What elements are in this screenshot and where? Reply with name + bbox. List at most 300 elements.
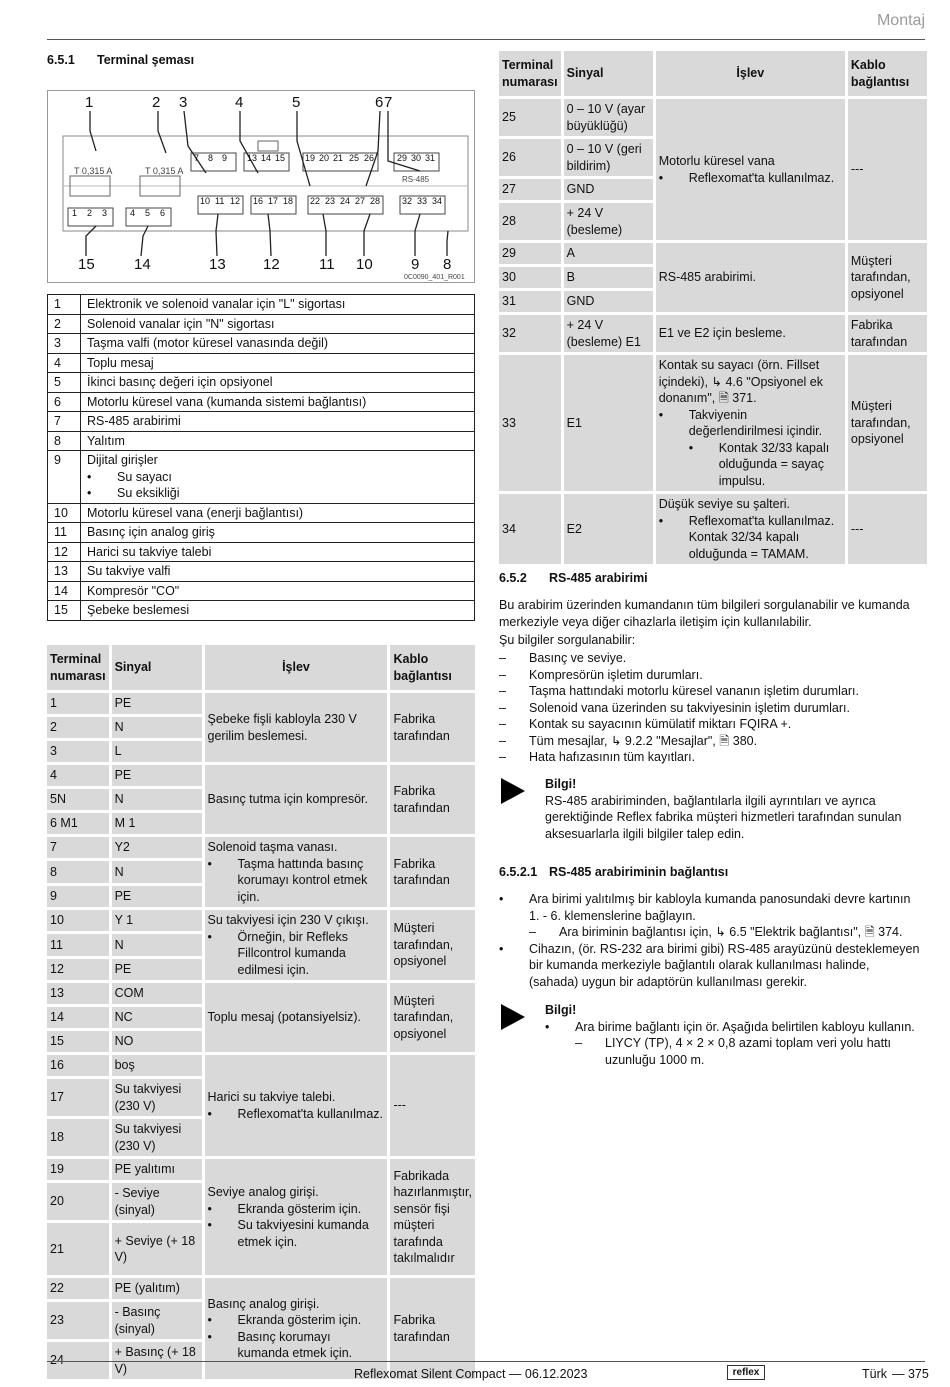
info-triangle-icon [501, 778, 525, 804]
function-bullet: • Ekranda gösterim için. [207, 1313, 362, 1327]
function-bullet: • Su takviyesini kumanda etmek için. [208, 1217, 385, 1250]
term-30: 30 [411, 153, 422, 163]
legend-number: 1 [48, 295, 81, 315]
bullet-text: Ekranda gösterim için. [237, 1201, 362, 1216]
terminal-cell: 26 [499, 139, 561, 176]
function-text: Motorlu küresel vana [658, 154, 775, 168]
function-cell [656, 355, 845, 491]
legend-text-cell [81, 581, 475, 601]
signal-cell: - Basınç (sinyal) [112, 1302, 202, 1339]
diagram-label-4: 4 [235, 94, 244, 111]
legend-text-cell [81, 412, 475, 432]
diagram-label-8: 8 [443, 256, 452, 273]
cable-cell: Fabrikada hazırlanmıştır, sensör fişi müşteri tarafında takılmalıdır [390, 1159, 475, 1275]
signal-cell: Su takviyesi (230 V) [112, 1079, 202, 1116]
legend-row [48, 503, 475, 523]
terminal-cell: 34 [499, 494, 561, 564]
terminal-cell: 7 [47, 837, 109, 858]
header-rule [47, 39, 925, 40]
bullet-text: Örneğin, bir Refleks Fillcontrol kumanda edilmesi için. [237, 929, 348, 977]
signal-cell: N [112, 789, 202, 810]
legend-number: 9 [48, 451, 81, 504]
header-terminal: Terminal numarası [47, 645, 109, 690]
legend-text-cell [81, 314, 475, 334]
legend-number: 14 [48, 581, 81, 601]
function-bullet: • Takviyenin değerlendirilmesi içindir. [659, 407, 842, 440]
signal-cell: 0 – 10 V (geri bildirim) [564, 139, 653, 176]
legend-text: İkinci basınç değeri için opsiyonel [87, 375, 273, 389]
terminal-cell: 31 [499, 291, 561, 312]
list-item: – Kontak su sayacının kümülatif miktarı FQIRA +. [499, 717, 792, 731]
table-row [47, 983, 475, 1004]
term-14: 14 [261, 153, 272, 163]
signal-cell: PE yalıtımı [112, 1159, 202, 1180]
header-signal: Sinyal [112, 645, 202, 690]
function-cell [205, 693, 388, 762]
section-6521-bullets [499, 891, 921, 990]
legend-number: 2 [48, 314, 81, 334]
diagram-label-15: 15 [78, 256, 95, 273]
legend-table [47, 294, 475, 621]
term-4: 4 [130, 208, 136, 218]
legend-text: Solenoid vanalar için "N" sigortası [87, 316, 275, 331]
sub-bullet-text: Kontak 32/33 kapalı olduğunda = sayaç impulsu. [718, 440, 830, 488]
legend-text-cell [81, 431, 475, 451]
terminal-cell: 10 [47, 910, 109, 931]
cable-cell: --- [848, 494, 927, 564]
table-row [47, 1159, 475, 1180]
signal-cell: PE (yalıtım) [112, 1278, 202, 1299]
section-652-intro: Bu arabirim üzerinden kumandanın tüm bilgileri sorgulanabilir ve kumanda merkeziyle veya diğer cihazlarla iletişim için kullanılabilir. [499, 598, 910, 629]
term-32: 32 [402, 196, 413, 206]
cable-cell: Fabrika tarafından [390, 1278, 475, 1379]
signal-cell: + 24 V (besleme) E1 [564, 315, 653, 352]
legend-text: Yalıtım [87, 433, 125, 448]
info-bullet-text: Ara birime bağlantı için ör. Aşağıda belirtilen kabloyu kullanın. [575, 1019, 915, 1034]
term-15: 15 [275, 153, 286, 163]
function-cell [205, 983, 388, 1052]
section-title: RS-485 arabirimi [549, 571, 648, 585]
bullet-text: Ekranda gösterim için. [237, 1313, 362, 1327]
signal-cell: COM [112, 983, 202, 1004]
list-item-text: Taşma hattındaki motorlu küresel vananın işletim durumları. [529, 684, 860, 698]
section-652-heading [499, 570, 648, 587]
terminal-cell: 33 [499, 355, 561, 491]
terminal-cell: 30 [499, 267, 561, 288]
footer-doc: Reflexomat Silent Compact — 06.12.2023 [354, 1367, 588, 1381]
diagram-label-12: 12 [263, 256, 280, 273]
terminal-cell: 3 [47, 741, 109, 762]
info-triangle-icon [501, 1004, 525, 1030]
list-item: • Ara birimi yalıtılmış bir kabloyla kumanda panosundaki devre kartının 1. - 6. klemenslerine bağlayın. [499, 891, 921, 924]
terminal-cell: 13 [47, 983, 109, 1004]
function-text: Basınç analog girişi. [207, 1296, 320, 1311]
cable-cell: Fabrika tarafından [390, 693, 475, 762]
term-7: 7 [194, 153, 200, 163]
legend-row [48, 601, 475, 621]
header-function: İşlev [656, 51, 845, 96]
legend-text-cell [81, 503, 475, 523]
term-31: 31 [425, 153, 436, 163]
info-sub-bullet-text: LIYCY (TP), 4 × 2 × 0,8 azami toplam veri yolu hattı uzunluğu 1000 m. [605, 1036, 892, 1067]
legend-text: Basınç için analog giriş [87, 525, 215, 539]
signal-cell: boş [112, 1055, 202, 1076]
signal-cell: N [112, 861, 202, 882]
term-12: 12 [230, 196, 241, 206]
list-item: – Taşma hattındaki motorlu küresel vananın işletim durumları. [499, 684, 860, 698]
terminal-cell: 6 M1 [47, 813, 109, 834]
list-item-text: Basınç ve seviye. [529, 651, 627, 665]
signal-cell: - Seviye (sinyal) [112, 1183, 202, 1220]
cable-cell: Fabrika tarafından [390, 837, 475, 907]
legend-row [48, 314, 475, 334]
signal-cell: Y2 [112, 837, 202, 858]
legend-row [48, 431, 475, 451]
terminal-cell: 21 [47, 1223, 109, 1275]
list-item: – Tüm mesajlar, ↳ 9.2.2 "Mesajlar", 🗎 380. [499, 733, 758, 748]
cable-cell: Müşteri tarafından, opsiyonel [848, 355, 927, 491]
signal-cell: N [112, 934, 202, 955]
legend-text: Su takviye valfi [87, 564, 171, 578]
legend-number: 12 [48, 542, 81, 562]
header-cable: Kablo bağlantısı [390, 645, 475, 690]
info-box-1 [501, 776, 921, 842]
diagram-code: 0C0090_401_R001 [404, 274, 465, 281]
term-24: 24 [340, 196, 351, 206]
term-6: 6 [160, 208, 166, 218]
function-cell [205, 765, 388, 834]
legend-number: 3 [48, 334, 81, 354]
reflex-logo: reflex [727, 1365, 765, 1380]
list-item-text: Hata hafızasının tüm kayıtları. [529, 750, 696, 764]
cable-cell: Müşteri tarafından, opsiyonel [390, 910, 475, 980]
terminal-cell: 12 [47, 959, 109, 980]
legend-text-cell [81, 562, 475, 582]
terminal-cell: 4 [47, 765, 109, 786]
diagram-label-14: 14 [134, 256, 151, 273]
table-row [499, 494, 927, 564]
bullet-text: Reflexomat'ta kullanılmaz. [688, 170, 835, 185]
list-item-text: Tüm mesajlar, ↳ 9.2.2 "Mesajlar", 🗎 380. [529, 733, 758, 748]
list-item-text: Solenoid vana üzerinden su takviyesinin işletim durumları. [529, 700, 850, 715]
info-title: Bilgi! [545, 1003, 577, 1017]
cable-cell: Fabrika tarafından [390, 765, 475, 834]
cable-cell: Müşteri tarafından, opsiyonel [848, 243, 927, 312]
signal-cell: L [112, 741, 202, 762]
signal-cell: 0 – 10 V (ayar büyüklüğü) [564, 99, 653, 136]
signal-cell: PE [112, 959, 202, 980]
terminal-cell: 19 [47, 1159, 109, 1180]
table-row [47, 1278, 475, 1299]
diagram-label-6: 6 [375, 94, 384, 111]
term-10: 10 [200, 196, 211, 206]
signal-cell: E1 [564, 355, 653, 491]
terminal-cell: 23 [47, 1302, 109, 1339]
fuse-label-l: T 0,315 A [74, 166, 113, 176]
legend-text-cell [81, 523, 475, 543]
footer-page: — 375 [892, 1367, 929, 1381]
legend-number: 10 [48, 503, 81, 523]
signal-cell: PE [112, 886, 202, 907]
term-28: 28 [370, 196, 381, 206]
terminal-cell: 2 [47, 717, 109, 738]
legend-text-cell [81, 451, 475, 504]
terminal-cell: 11 [47, 934, 109, 955]
function-bullet: • Taşma hattında basınç korumayı kontrol etmek için. [208, 856, 385, 906]
legend-text-cell [81, 542, 475, 562]
legend-bullet-text: Su eksikliği [117, 486, 180, 500]
table-row [499, 315, 927, 352]
legend-text-cell [81, 601, 475, 621]
signal-cell: NC [112, 1007, 202, 1028]
diagram-label-1: 1 [85, 94, 94, 111]
signal-cell: GND [564, 179, 653, 200]
signal-cell: NO [112, 1031, 202, 1052]
term-5: 5 [145, 208, 151, 218]
legend-row [48, 412, 475, 432]
legend-row [48, 392, 475, 412]
terminal-cell: 28 [499, 203, 561, 240]
terminal-cell: 25 [499, 99, 561, 136]
diagram-label-3: 3 [179, 94, 188, 111]
signal-cell: A [564, 243, 653, 264]
table-row [47, 1055, 475, 1076]
list-item-text: Kontak su sayacının kümülatif miktarı FQIRA +. [529, 717, 792, 731]
signal-cell: E2 [564, 494, 653, 564]
function-cell [205, 1159, 388, 1275]
legend-text: Harici su takviye talebi [87, 544, 212, 559]
function-text: Seviye analog girişi. [207, 1185, 319, 1199]
function-cell [656, 99, 845, 240]
legend-text: Dijital girişler [87, 453, 158, 467]
terminal-cell: 16 [47, 1055, 109, 1076]
function-bullet: • Reflexomat'ta kullanılmaz. [658, 170, 835, 185]
section-652-intro2: Şu bilgiler sorgulanabilir: [499, 633, 636, 647]
legend-number: 15 [48, 601, 81, 621]
list-sub-item-text: Ara biriminin bağlantısı için, ↳ 6.5 "Elektrik bağlantısı", 🗎 374. [559, 925, 903, 939]
term-1: 1 [72, 208, 78, 218]
fuse-label-n: T 0,315 A [145, 166, 184, 176]
terminal-table-right [496, 48, 930, 567]
list-item: – Hata hafızasının tüm kayıtları. [499, 750, 696, 764]
function-text: Solenoid taşma vanası. [207, 840, 338, 854]
legend-text-cell [81, 334, 475, 354]
terminal-cell: 9 [47, 886, 109, 907]
terminal-cell: 5N [47, 789, 109, 810]
footer-rule [47, 1361, 925, 1362]
info-title: Bilgi! [545, 777, 577, 791]
signal-cell: + Seviye (+ 18 V) [112, 1223, 202, 1275]
function-bullet: • Basınç korumayı kumanda etmek için. [208, 1329, 385, 1362]
info-box-2 [501, 1002, 921, 1068]
terminal-cell: 27 [499, 179, 561, 200]
signal-cell: B [564, 267, 653, 288]
function-text: Şebeke fişli kabloyla 230 V gerilim beslemesi. [207, 712, 357, 743]
legend-text-cell [81, 373, 475, 393]
legend-bullet-text: Su sayacı [117, 469, 172, 484]
legend-text: Şebeke beslemesi [87, 603, 190, 617]
terminal-cell: 29 [499, 243, 561, 264]
term-23: 23 [325, 196, 336, 206]
diagram-label-7: 7 [384, 94, 393, 111]
info-text: RS-485 arabiriminden, bağlantılarla ilgili ayrıntıları ve ayrıca gerektiğinde Reflex fabrika müşteri hizmetleri tarafından sunulan aksesuarlarla ilgili bilgiler talep edin. [545, 793, 902, 841]
function-bullet: • Örneğin, bir Refleks Fillcontrol kumanda edilmesi için. [208, 929, 385, 979]
section-title: RS-485 arabiriminin bağlantısı [549, 865, 729, 879]
legend-number: 11 [48, 523, 81, 543]
cable-cell: --- [848, 99, 927, 240]
cable-cell: Müşteri tarafından, opsiyonel [390, 983, 475, 1052]
header-function: İşlev [205, 645, 388, 690]
function-bullet: • Ekranda gösterim için. [207, 1201, 362, 1216]
terminal-diagram [47, 90, 475, 283]
diagram-label-5: 5 [292, 94, 301, 111]
legend-text: RS-485 arabirimi [87, 414, 181, 428]
term-9: 9 [222, 153, 228, 163]
signal-cell: + Basınç (+ 18 V) [112, 1342, 202, 1379]
legend-row [48, 295, 475, 315]
legend-number: 6 [48, 392, 81, 412]
diagram-label-9: 9 [411, 256, 420, 273]
function-sub-bullet: • Kontak 32/33 kapalı olduğunda = sayaç impulsu. [659, 440, 842, 490]
cable-cell: Fabrika tarafından [848, 315, 927, 352]
table-row [47, 910, 475, 931]
legend-text: Kompresör "CO" [87, 583, 180, 598]
function-cell [656, 494, 845, 564]
section-number: 6.5.2.1 [499, 865, 538, 879]
term-18: 18 [283, 196, 294, 206]
info-sub-bullet: – LIYCY (TP), 4 × 2 × 0,8 azami toplam veri yolu hattı uzunluğu 1000 m. [545, 1035, 921, 1068]
function-text: Kontak su sayacı (örn. Fillset içindeki), ↳ 4.6 "Opsiyonel ek donanım", 🗎 371. [658, 358, 823, 405]
bullet-text: Basınç korumayı kumanda etmek için. [237, 1329, 353, 1360]
terminal-cell: 20 [47, 1183, 109, 1220]
signal-cell: GND [564, 291, 653, 312]
legend-row [48, 523, 475, 543]
term-19: 19 [305, 153, 316, 163]
function-cell [205, 910, 388, 980]
legend-number: 13 [48, 562, 81, 582]
function-bullet: • Reflexomat'ta kullanılmaz. [207, 1106, 384, 1121]
list-item: – Basınç ve seviye. [499, 651, 627, 665]
term-34: 34 [432, 196, 443, 206]
term-22: 22 [310, 196, 321, 206]
signal-cell: PE [112, 765, 202, 786]
legend-number: 8 [48, 431, 81, 451]
info-bullet: • Ara birime bağlantı için ör. Aşağıda belirtilen kabloyu kullanın. [545, 1019, 915, 1034]
function-text: Basınç tutma için kompresör. [207, 792, 368, 807]
term-21: 21 [333, 153, 344, 163]
term-3: 3 [102, 208, 108, 218]
diagram-label-11: 11 [319, 256, 335, 273]
terminal-cell: 17 [47, 1079, 109, 1116]
bullet-text: Reflexomat'ta kullanılmaz. [237, 1106, 384, 1121]
function-bullet: • Reflexomat'ta kullanılmaz. Kontak 32/34 kapalı olduğunda = TAMAM. [658, 513, 835, 561]
header-title: Montaj [876, 12, 925, 29]
function-text: Su takviyesi için 230 V çıkışı. [207, 913, 369, 927]
legend-text: Toplu mesaj [87, 355, 154, 370]
legend-bullet: • Su eksikliği [87, 486, 180, 500]
legend-row [48, 542, 475, 562]
term-25: 25 [349, 153, 360, 163]
legend-row [48, 373, 475, 393]
term-20: 20 [319, 153, 330, 163]
legend-row [48, 562, 475, 582]
list-item: • Cihazın, (ör. RS-232 ara birimi gibi) RS-485 arayüzünü desteklemeyen bir kumanda merkeziyle bağlantılı olarak kullanılması halinde, (sahada) uygun bir adaptörün kullanılması gerekir. [499, 941, 920, 989]
terminal-cell: 24 [47, 1342, 109, 1379]
terminal-cell: 14 [47, 1007, 109, 1028]
list-item: – Solenoid vana üzerinden su takviyesinin işletim durumları. [499, 700, 850, 715]
terminal-cell: 32 [499, 315, 561, 352]
table-row [499, 99, 927, 136]
section-652-list [499, 650, 919, 766]
legend-row [48, 581, 475, 601]
footer-lang: Türk [862, 1367, 887, 1381]
table-row [499, 355, 927, 491]
list-item-text: Cihazın, (ör. RS-232 ara birimi gibi) RS-485 arayüzünü desteklemeyen bir kumanda merkeziyle bağlantılı olarak kullanılması halinde, (sahada) uygun bir adaptörün kullanılması gerekir. [529, 941, 920, 989]
legend-text-cell [81, 392, 475, 412]
diagram-label-2: 2 [152, 94, 161, 111]
function-cell [205, 837, 388, 907]
terminal-cell: 18 [47, 1119, 109, 1156]
diagram-label-10: 10 [356, 256, 373, 273]
function-text: Harici su takviye talebi. [207, 1090, 336, 1104]
list-item: – Kompresörün işletim durumları. [499, 667, 703, 682]
bullet-text: Taşma hattında basınç korumayı kontrol etmek için. [237, 856, 368, 904]
list-item-text: Kompresörün işletim durumları. [529, 667, 703, 682]
terminal-cell: 22 [47, 1278, 109, 1299]
legend-text: Taşma valfi (motor küresel vanasında değil) [87, 336, 329, 350]
list-sub-item: – Ara biriminin bağlantısı için, ↳ 6.5 "Elektrik bağlantısı", 🗎 374. [529, 925, 903, 939]
terminal-cell: 1 [47, 693, 109, 714]
bullet-text: Reflexomat'ta kullanılmaz. [688, 513, 835, 528]
function-cell: RS-485 arabirimi. [656, 243, 845, 312]
legend-row [48, 334, 475, 354]
section-651-heading [47, 52, 194, 69]
legend-text: Elektronik ve solenoid vanalar için "L" sigortası [87, 297, 346, 311]
section-number: 6.5.1 [47, 53, 75, 67]
function-cell: E1 ve E2 için besleme. [656, 315, 845, 352]
function-text: Düşük seviye su şalteri. [658, 497, 791, 511]
term-26: 26 [364, 153, 375, 163]
signal-cell: M 1 [112, 813, 202, 834]
term-2: 2 [87, 208, 93, 218]
term-8: 8 [208, 153, 214, 163]
table-row [47, 837, 475, 858]
cable-cell: --- [390, 1055, 475, 1156]
section-title: Terminal şeması [97, 53, 195, 67]
diagram-label-13: 13 [209, 256, 226, 273]
signal-cell: + 24 V (besleme) [564, 203, 653, 240]
term-27: 27 [355, 196, 366, 206]
bullet-text: Takviyenin değerlendirilmesi içindir. [688, 407, 823, 438]
signal-cell: N [112, 717, 202, 738]
list-item-text: Ara birimi yalıtılmış bir kabloyla kumanda panosundaki devre kartının 1. - 6. klemenslerine bağlayın. [529, 892, 911, 923]
header-terminal: Terminal numarası [499, 51, 561, 96]
rs485-label: RS-485 [402, 175, 430, 184]
term-16: 16 [253, 196, 264, 206]
function-cell [205, 1055, 388, 1156]
table-row [47, 693, 475, 714]
legend-text: Motorlu küresel vana (enerji bağlantısı) [87, 505, 304, 520]
bullet-text-cont: Kontak 32/34 kapalı olduğunda = TAMAM. [688, 530, 809, 561]
legend-number: 5 [48, 373, 81, 393]
header-signal: Sinyal [564, 51, 653, 96]
section-6521-heading [499, 864, 728, 881]
bullet-text: Su takviyesini kumanda etmek için. [237, 1218, 369, 1249]
legend-number: 7 [48, 412, 81, 432]
legend-row [48, 451, 475, 504]
table-row [499, 243, 927, 264]
legend-text: Motorlu küresel vana (kumanda sistemi bağlantısı) [87, 394, 367, 409]
